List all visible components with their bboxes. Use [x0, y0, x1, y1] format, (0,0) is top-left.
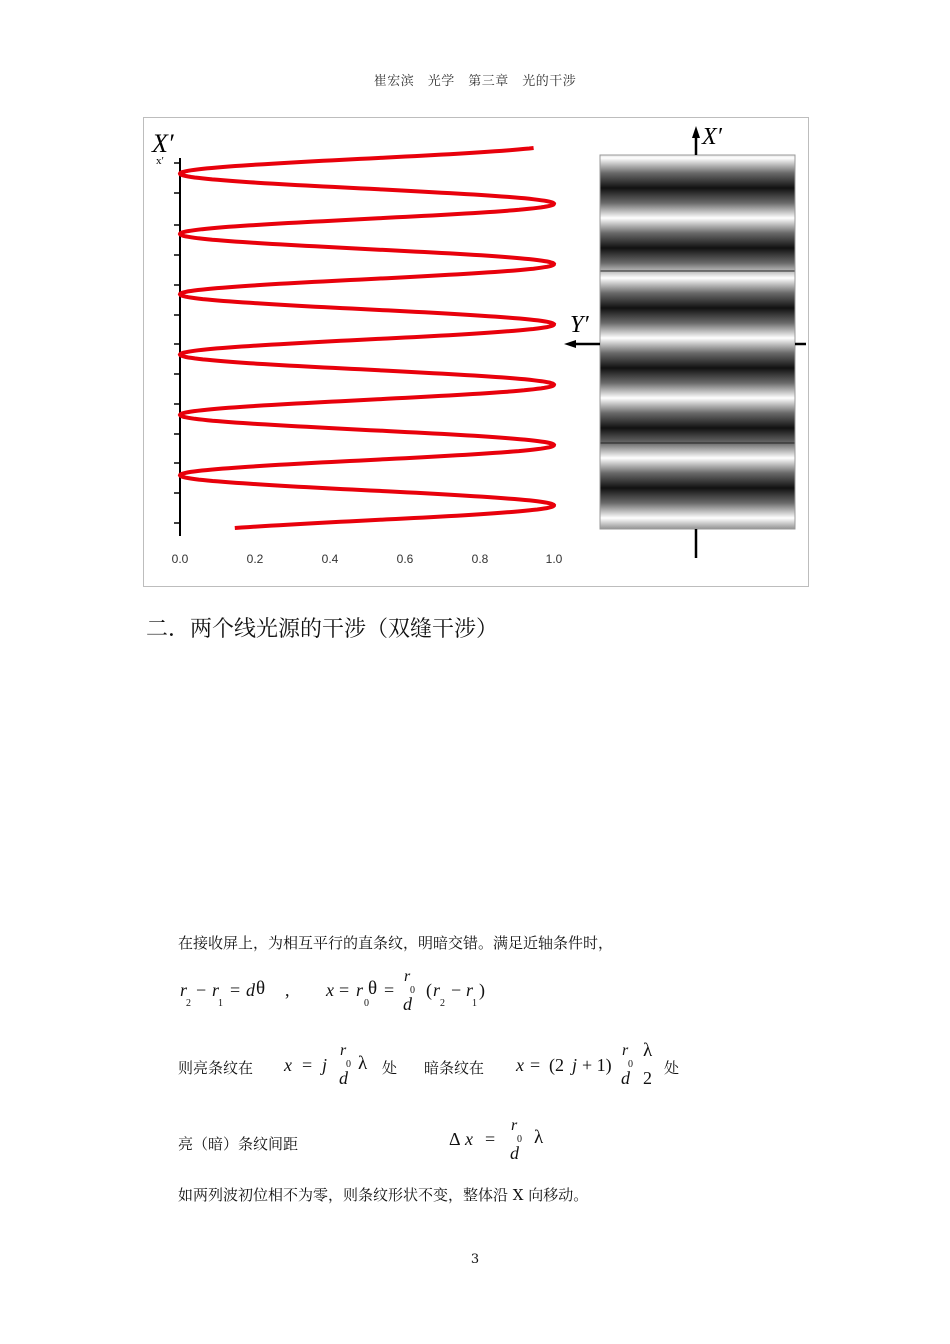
- dark-fringe-label: 暗条纹在: [424, 1059, 485, 1077]
- tick-label-3: 0.6: [396, 552, 414, 566]
- tick-label-5: 1.0: [545, 552, 563, 566]
- paragraph-phase-shift: 如两列波初位相不为零，则条纹形状不变，整体沿 X 向移动。: [178, 1186, 589, 1204]
- tick-label-2: 0.4: [321, 552, 339, 566]
- pattern-x-label: X′: [702, 124, 722, 150]
- tick-label-0: 0.0: [171, 552, 189, 566]
- pattern-y-label: Y′: [570, 312, 589, 338]
- dark-fringe-suffix: 处: [664, 1059, 680, 1077]
- tick-label-4: 0.8: [471, 552, 489, 566]
- pattern-x-axis-arrow: [692, 126, 700, 138]
- pattern-y-axis-arrow: [564, 340, 576, 348]
- fringe-spacing-label: 亮（暗）条纹间距: [178, 1135, 299, 1153]
- intensity-wave-curve: [180, 148, 554, 528]
- left-axis-label: X′: [152, 129, 174, 158]
- paragraph-fringe-description: 在接收屏上，为相互平行的直条纹，明暗交错。满足近轴条件时，: [178, 934, 614, 952]
- page-number: 3: [470, 1252, 480, 1267]
- fringe-pattern: [600, 155, 795, 529]
- tick-label-1: 0.2: [246, 552, 264, 566]
- page-header: 崔宏滨 光学 第三章 光的干涉: [373, 74, 577, 89]
- bright-fringe-label: 则亮条纹在: [178, 1059, 254, 1077]
- section-title: 二．两个线光源的干涉（双缝干涉）: [146, 617, 499, 642]
- interference-svg: [144, 118, 808, 586]
- left-axis-sublabel: x′: [156, 155, 164, 167]
- interference-figure: [143, 117, 809, 587]
- bright-fringe-suffix: 处: [382, 1059, 398, 1077]
